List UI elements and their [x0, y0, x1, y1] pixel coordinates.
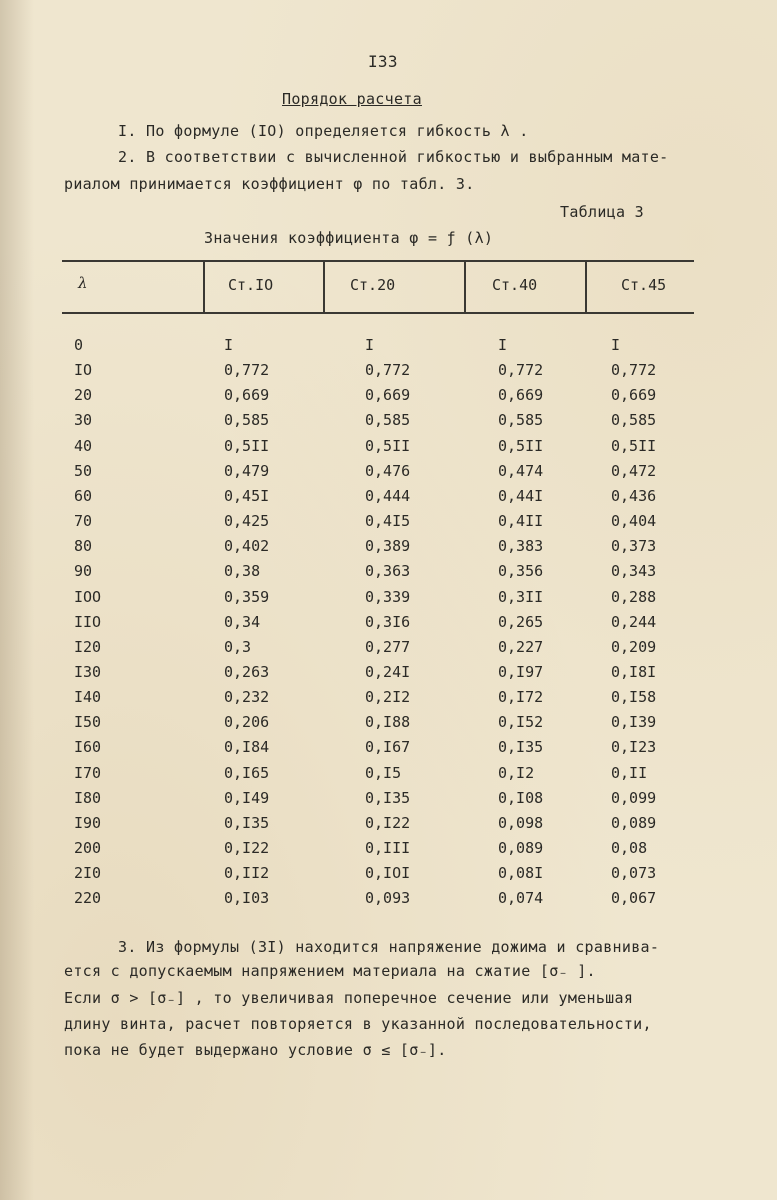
table-row: [0, 411, 777, 436]
table-row: [0, 789, 777, 814]
step-2-line-1: 2. В соответствии с вычисленной гибкостью и выбранным мате-: [118, 148, 669, 166]
column-header-lambda: λ: [78, 274, 88, 292]
cell-st45: 0,I58: [611, 688, 657, 707]
cell-lambda: I70: [74, 763, 102, 782]
cell-st10: 0,232: [224, 688, 270, 707]
cell-st40: 0,772: [498, 361, 544, 380]
cell-st10: I: [224, 336, 234, 354]
table-row: [0, 688, 777, 713]
table-row: [0, 764, 777, 789]
cell-st20: 0,I35: [365, 788, 411, 807]
cell-st45: 0,343: [611, 562, 657, 581]
cell-st45: 0,585: [611, 411, 657, 430]
cell-st45: 0,404: [611, 512, 657, 531]
table-row: [0, 462, 777, 487]
cell-lambda: IO: [74, 361, 93, 380]
cell-st10: 0,206: [224, 713, 270, 732]
column-divider: [464, 260, 466, 312]
cell-st40: 0,098: [498, 813, 544, 832]
cell-st40: 0,44I: [498, 486, 544, 505]
cell-lambda: 80: [74, 537, 93, 556]
cell-st10: 0,I03: [224, 889, 270, 908]
cell-st20: 0,I67: [365, 738, 411, 757]
cell-st20: 0,669: [365, 386, 411, 405]
cell-st20: 0,I22: [365, 813, 411, 832]
cell-st20: 0,389: [365, 537, 411, 556]
step-3-line-4: длину винта, расчет повторяется в указанной последовательности,: [64, 1015, 652, 1033]
table-row: [0, 814, 777, 839]
cell-lambda: I30: [74, 662, 102, 681]
cell-lambda: 220: [74, 889, 102, 908]
table-row: [0, 361, 777, 386]
cell-lambda: 60: [74, 486, 93, 505]
cell-lambda: IIO: [74, 612, 102, 631]
cell-lambda: 0: [74, 336, 84, 354]
step-3-line-3: Если σ > [σ₋] , то увеличивая поперечное сечение или уменьшая: [64, 989, 634, 1007]
column-header-st10: Ст.IO: [228, 276, 274, 294]
table-row: [0, 386, 777, 411]
table-row: [0, 336, 777, 361]
cell-st40: 0,I2: [498, 763, 535, 782]
cell-st10: 0,II2: [224, 864, 270, 883]
cell-lambda: 40: [74, 436, 93, 455]
cell-st20: 0,4I5: [365, 512, 411, 531]
cell-lambda: 90: [74, 562, 93, 581]
cell-st45: 0,073: [611, 864, 657, 883]
cell-st10: 0,263: [224, 662, 270, 681]
cell-st45: 0,209: [611, 637, 657, 656]
cell-st45: 0,436: [611, 486, 657, 505]
cell-st40: 0,I97: [498, 662, 544, 681]
cell-st40: 0,074: [498, 889, 544, 908]
cell-st45: 0,067: [611, 889, 657, 908]
cell-st10: 0,669: [224, 386, 270, 405]
cell-st20: 0,772: [365, 361, 411, 380]
cell-st45: I: [611, 336, 621, 354]
cell-st10: 0,I84: [224, 738, 270, 757]
table-row: [0, 889, 777, 914]
step-2-line-2: риалом принимается коэффициент φ по табл. 3.: [64, 175, 475, 193]
cell-lambda: 200: [74, 839, 102, 857]
cell-st10: 0,359: [224, 587, 270, 606]
cell-st10: 0,585: [224, 411, 270, 430]
cell-st40: I: [498, 336, 508, 354]
cell-st20: 0,585: [365, 411, 411, 430]
cell-st45: 0,099: [611, 788, 657, 807]
table-label: Таблица 3: [560, 203, 644, 221]
step-3-line-5: пока не будет выдержано условие σ ≤ [σ₋].: [64, 1041, 447, 1059]
table-top-rule: [62, 260, 694, 262]
column-divider: [203, 260, 205, 312]
cell-lambda: 2I0: [74, 864, 102, 883]
cell-st10: 0,425: [224, 512, 270, 531]
cell-st20: 0,3I6: [365, 612, 411, 631]
cell-st40: 0,3II: [498, 587, 544, 606]
table-row: [0, 537, 777, 562]
table-row: [0, 613, 777, 638]
cell-st10: 0,5II: [224, 436, 270, 455]
cell-st40: 0,5II: [498, 436, 544, 455]
cell-st20: 0,476: [365, 461, 411, 480]
cell-st40: 0,356: [498, 562, 544, 581]
table-header-rule: [62, 312, 694, 314]
cell-st40: 0,669: [498, 386, 544, 405]
cell-st20: 0,III: [365, 839, 411, 857]
cell-st45: 0,08: [611, 839, 648, 857]
cell-lambda: IOO: [74, 587, 102, 606]
cell-st10: 0,34: [224, 612, 261, 631]
table-row: [0, 839, 777, 864]
cell-st40: 0,4II: [498, 512, 544, 531]
cell-st45: 0,5II: [611, 436, 657, 455]
table-row: [0, 638, 777, 663]
cell-st10: 0,I49: [224, 788, 270, 807]
cell-st10: 0,3: [224, 637, 252, 656]
cell-st40: 0,227: [498, 637, 544, 656]
cell-lambda: I50: [74, 713, 102, 732]
cell-st45: 0,669: [611, 386, 657, 405]
cell-st20: 0,339: [365, 587, 411, 606]
cell-st45: 0,288: [611, 587, 657, 606]
cell-st20: 0,I5: [365, 763, 402, 782]
cell-lambda: 50: [74, 461, 93, 480]
cell-st40: 0,265: [498, 612, 544, 631]
column-divider: [323, 260, 325, 312]
table-row: [0, 562, 777, 587]
cell-st20: 0,444: [365, 486, 411, 505]
cell-lambda: 30: [74, 411, 93, 430]
cell-lambda: I80: [74, 788, 102, 807]
column-header-st45: Ст.45: [621, 276, 667, 294]
cell-st45: 0,244: [611, 612, 657, 631]
column-divider: [585, 260, 587, 312]
cell-st40: 0,474: [498, 461, 544, 480]
cell-lambda: I60: [74, 738, 102, 757]
cell-st20: 0,24I: [365, 662, 411, 681]
cell-lambda: 70: [74, 512, 93, 531]
column-header-st20: Ст.20: [350, 276, 396, 294]
cell-st20: 0,IOI: [365, 864, 411, 883]
cell-st20: 0,I88: [365, 713, 411, 732]
cell-st20: 0,277: [365, 637, 411, 656]
cell-st10: 0,45I: [224, 486, 270, 505]
table-row: [0, 437, 777, 462]
cell-st45: 0,772: [611, 361, 657, 380]
table-row: [0, 487, 777, 512]
table-row: [0, 738, 777, 763]
cell-st10: 0,I35: [224, 813, 270, 832]
cell-lambda: I40: [74, 688, 102, 707]
cell-st45: 0,373: [611, 537, 657, 556]
step-3-line-1: 3. Из формулы (3I) находится напряжение дожима и сравнива-: [118, 938, 660, 956]
cell-st40: 0,383: [498, 537, 544, 556]
cell-lambda: I20: [74, 637, 102, 656]
cell-st20: I: [365, 336, 375, 354]
cell-st40: 0,I52: [498, 713, 544, 732]
cell-st45: 0,472: [611, 461, 657, 480]
table-row: [0, 864, 777, 889]
step-3-line-2: ется с допускаемым напряжением материала на сжатие [σ₋ ].: [64, 962, 596, 980]
cell-st20: 0,363: [365, 562, 411, 581]
cell-st10: 0,I65: [224, 763, 270, 782]
cell-st40: 0,I72: [498, 688, 544, 707]
table-row: [0, 588, 777, 613]
cell-st10: 0,I22: [224, 839, 270, 857]
cell-lambda: I90: [74, 813, 102, 832]
cell-st40: 0,08I: [498, 864, 544, 883]
cell-st10: 0,479: [224, 461, 270, 480]
cell-st10: 0,38: [224, 562, 261, 581]
table-row: [0, 713, 777, 738]
cell-st40: 0,I08: [498, 788, 544, 807]
cell-st10: 0,772: [224, 361, 270, 380]
cell-st20: 0,093: [365, 889, 411, 908]
section-heading: Порядок расчета: [282, 90, 422, 108]
cell-st45: 0,I8I: [611, 662, 657, 681]
cell-lambda: 20: [74, 386, 93, 405]
cell-st40: 0,585: [498, 411, 544, 430]
cell-st20: 0,2I2: [365, 688, 411, 707]
column-header-st40: Ст.40: [492, 276, 538, 294]
table-row: [0, 512, 777, 537]
cell-st45: 0,089: [611, 813, 657, 832]
cell-st45: 0,I23: [611, 738, 657, 757]
cell-st20: 0,5II: [365, 436, 411, 455]
step-1-text: I. По формуле (IO) определяется гибкость λ .: [118, 122, 529, 140]
page-number: I33: [368, 52, 398, 71]
cell-st40: 0,I35: [498, 738, 544, 757]
cell-st10: 0,402: [224, 537, 270, 556]
cell-st40: 0,089: [498, 839, 544, 857]
table-row: [0, 663, 777, 688]
cell-st45: 0,II: [611, 763, 648, 782]
table-caption: Значения коэффициента φ = ƒ (λ): [204, 229, 494, 247]
cell-st45: 0,I39: [611, 713, 657, 732]
